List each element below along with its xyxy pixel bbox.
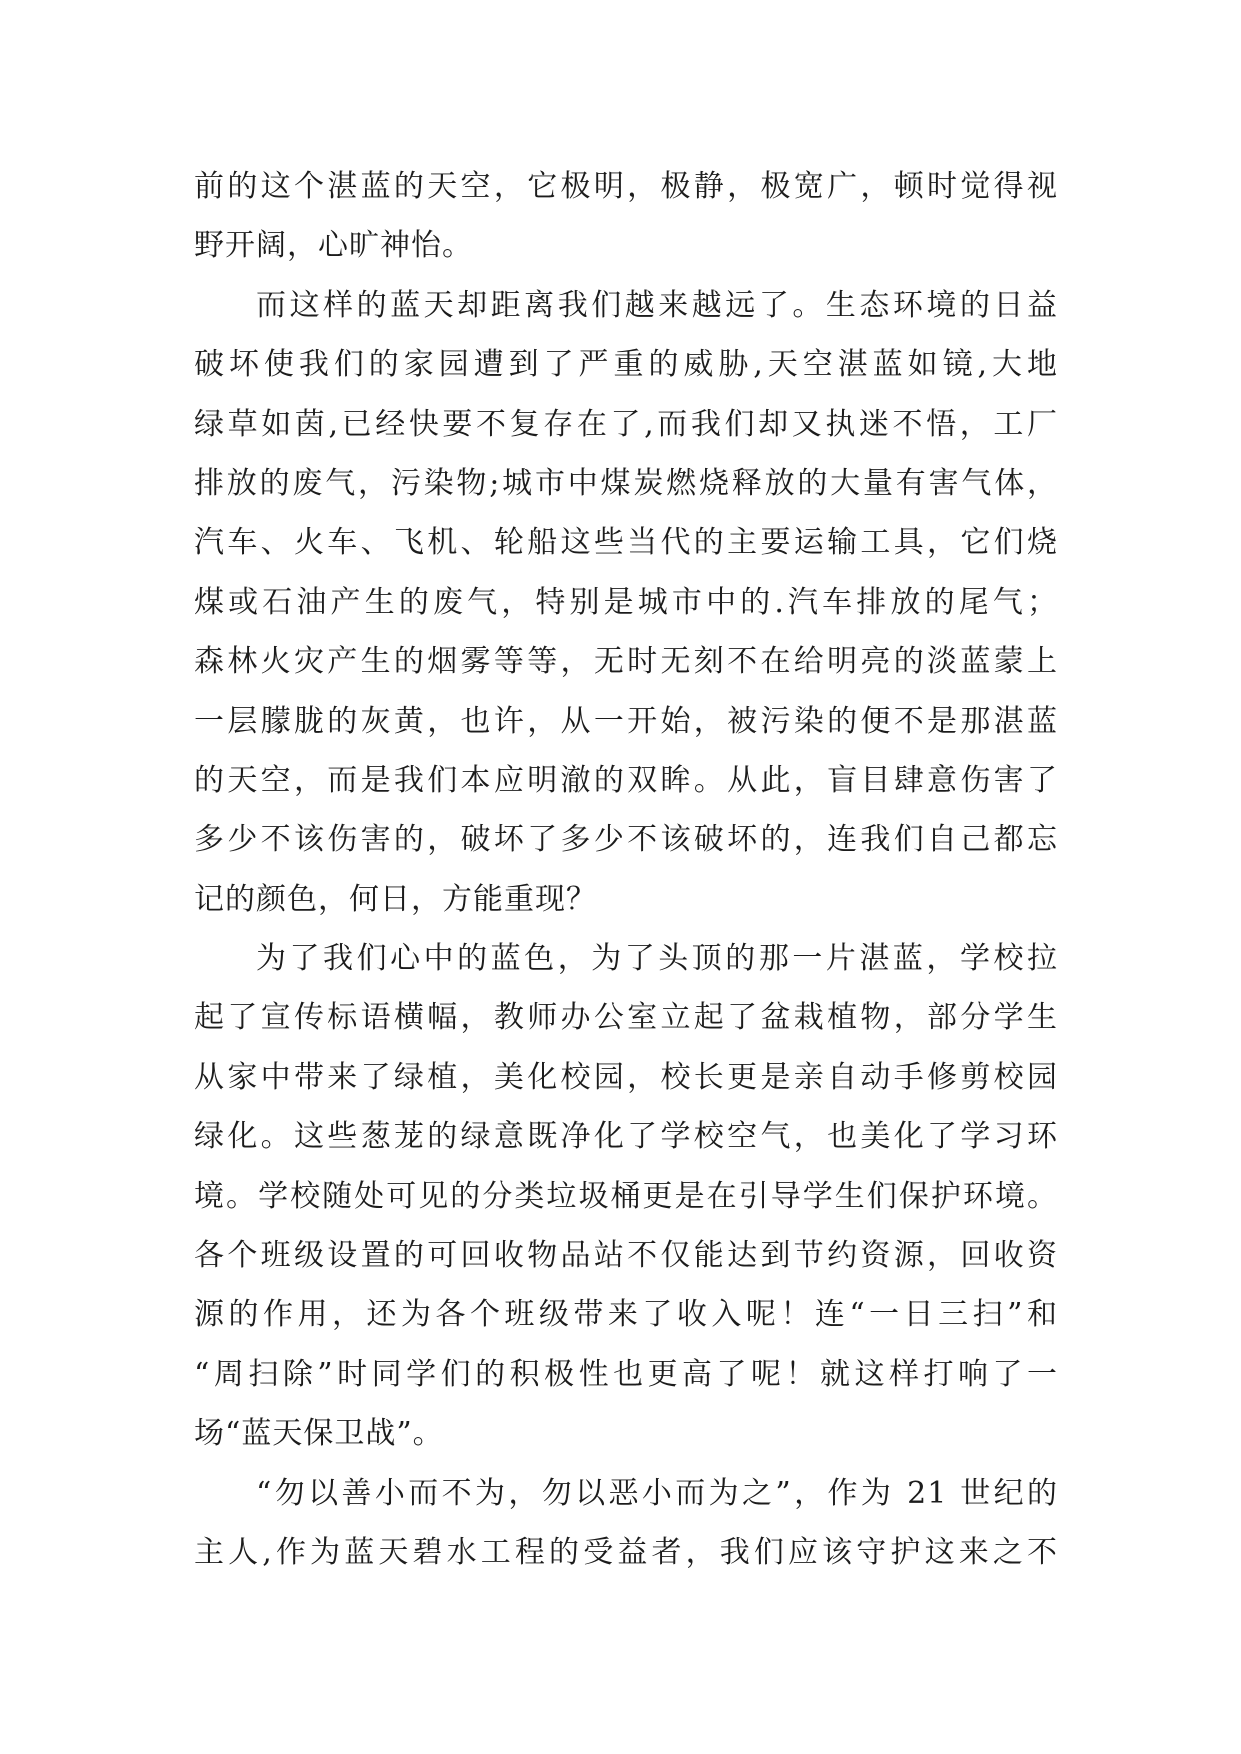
text-line: 场“蓝天保卫战”。 xyxy=(194,1416,444,1452)
text-line: 排放的废气，污染物;城市中煤炭燃烧释放的大量有害气体， xyxy=(194,465,1058,501)
text-line: 前的这个湛蓝的天空，它极明，极静，极宽广，顿时觉得视 xyxy=(194,169,1058,204)
text-line: 绿草如茵,已经快要不复存在了,而我们却又执迷不悟，工厂 xyxy=(194,406,1058,442)
paragraph xyxy=(194,157,1058,276)
text-line: 一层朦胧的灰黄，也许，从一开始，被污染的便不是那湛蓝 xyxy=(194,703,1058,739)
text-line: 汽车、火车、飞机、轮船这些当代的主要运输工具，它们烧 xyxy=(194,525,1058,561)
text-line: 主人,作为蓝天碧水工程的受益者，我们应该守护这来之不 xyxy=(194,1534,1058,1570)
text-line: 煤或石油产生的废气，特别是城市中的.汽车排放的尾气； xyxy=(194,584,1058,620)
text-line: 多少不该伤害的，破坏了多少不该破坏的，连我们自己都忘 xyxy=(194,822,1058,858)
text-line: 为了我们心中的蓝色，为了头顶的那一片湛蓝，学校拉 xyxy=(256,941,1058,977)
body-text xyxy=(194,157,1058,1582)
text-line: 而这样的蓝天却距离我们越来越远了。生态环境的日益 xyxy=(256,287,1058,323)
text-line: 野开阔，心旷神怡。 xyxy=(194,228,473,264)
text-line: 源的作用，还为各个班级带来了收入呢！连“一日三扫”和 xyxy=(194,1297,1058,1333)
paragraph xyxy=(194,276,1058,929)
paragraph xyxy=(194,1464,1058,1583)
text-line: 绿化。这些葱茏的绿意既净化了学校空气，也美化了学习环 xyxy=(194,1119,1058,1155)
text-line: 记的颜色，何日，方能重现？ xyxy=(194,881,597,917)
text-line: “周扫除”时同学们的积极性也更高了呢！就这样打响了一 xyxy=(194,1356,1058,1392)
text-line: 破坏使我们的家园遭到了严重的威胁,天空湛蓝如镜,大地 xyxy=(194,347,1058,383)
text-line: 境。学校随处可见的分类垃圾桶更是在引导学生们保护环境。 xyxy=(194,1178,1058,1214)
text-line: 森林火灾产生的烟雾等等，无时无刻不在给明亮的淡蓝蒙上 xyxy=(194,644,1058,680)
text-line: 起了宣传标语横幅，教师办公室立起了盆栽植物，部分学生 xyxy=(194,1000,1058,1036)
text-line: 的天空，而是我们本应明澈的双眸。从此，盲目肆意伤害了 xyxy=(194,762,1058,798)
text-line: “勿以善小而不为，勿以恶小而为之”，作为 21 世纪的 xyxy=(256,1475,1058,1511)
text-line: 从家中带来了绿植，美化校园，校长更是亲自动手修剪校园 xyxy=(194,1059,1058,1095)
text-line: 各个班级设置的可回收物品站不仅能达到节约资源，回收资 xyxy=(194,1238,1058,1274)
paragraph xyxy=(194,929,1058,1464)
